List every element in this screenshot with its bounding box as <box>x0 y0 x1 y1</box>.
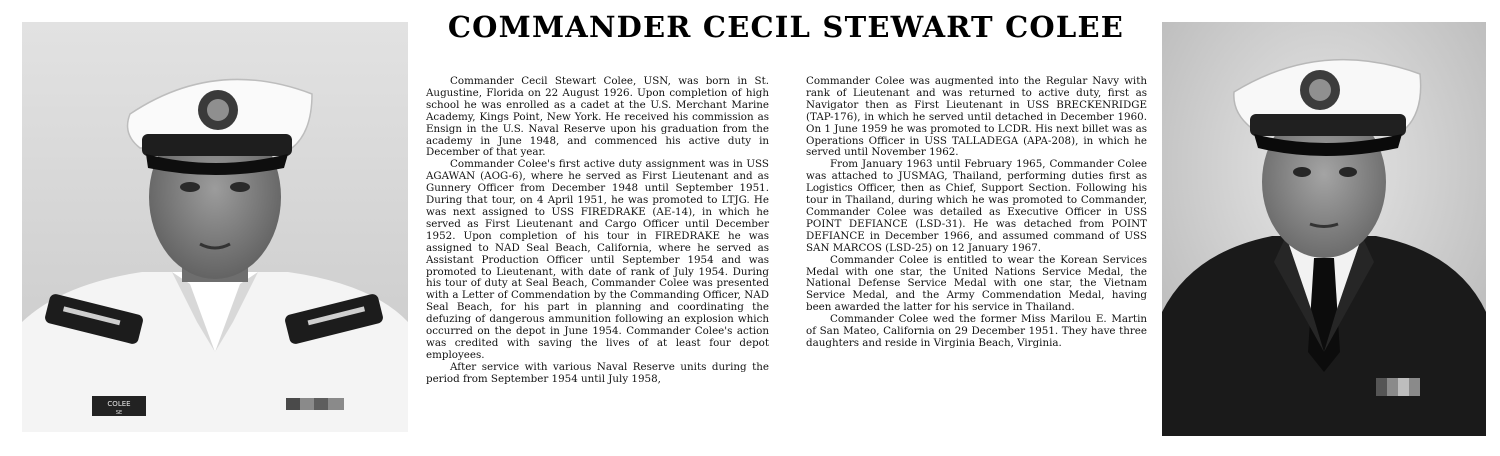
portrait-white-uniform-image <box>22 22 408 432</box>
portrait-photo-dark-uniform <box>1162 22 1486 436</box>
paragraph-medals: Commander Colee is entitled to wear the Korean Services Medal with one star, the United Nations Service Medal, the National Defense Service Medal with one star, the Vietnam Service Medal, and the Army Commendation Medal, having been awarded the latter for his service in Thailand. <box>806 253 1147 314</box>
paragraph-thailand-command: From January 1963 until February 1965, Commander Colee was attached to JUSMAG, Thailand, performing duties first as Logistics Officer, then as Chief, Support Section. Following his tour in Thailand, during which he was promoted to Commander, Commander Colee was detailed as Executive Officer in USS POINT DEFIANCE (LSD-31). He was detached from POINT DEFIANCE in December 1966, and assumed command of USS SAN MARCOS (LSD-25) on 12 January 1967. <box>806 158 1147 254</box>
paragraph-early-assignments: Commander Colee's first active duty assignment was in USS AGAWAN (AOG-6), where he served as First Lieutenant and as Gunnery Officer from December 1948 until September 1951. During that tour, on 4 April 1951, he was promoted to LTJG. He was next assigned to USS FIREDRAKE (AE-14), in which he served as First Lieutenant and Cargo Officer until December 1952. Upon completion of his tour in FIREDRAKE he was assigned to NAD Seal Beach, California, where he served as Assistant Production Officer until September 1954 and was promoted to Lieutenant, with date of rank of July 1954. During his tour of duty at Seal Beach, Commander Colee was presented with a Letter of Commendation by the Commanding Officer, NAD Seal Beach, for his part in planning and coordinating the defuzing of dangerous ammunition following an explosion which occurred on the depot in June 1954. Commander Colee's action was credited with saving the lives of at least four depot employees. <box>426 158 769 361</box>
portrait-photo-white-uniform <box>22 22 408 432</box>
biography-column-2 <box>806 76 1147 350</box>
paragraph-birth-education: Commander Cecil Stewart Colee, USN, was born in St. Augustine, Florida on 22 August 1926. Upon completion of high school he was enrolled as a cadet at the U.S. Merchant Marine Academy, Kings Point, New York. He received his commission as Ensign in the U.S. Naval Reserve upon his graduation from the academy in June 1948, and commenced his active duty in December of that year. <box>426 75 769 159</box>
name-tag-subtext: SE <box>115 410 123 416</box>
paragraph-regular-navy: Commander Colee was augmented into the Regular Navy with rank of Lieutenant and was returned to active duty, first as Navigator then as First Lieutenant in USS BRECKENRIDGE (TAP-176), in which he served until detached in December 1960. On 1 June 1959 he was promoted to LCDR. His next billet was as Operations Officer in USS TALLADEGA (APA-208), in which he served until November 1962. <box>806 75 1147 159</box>
biography-column-1 <box>426 76 769 386</box>
name-tag-text: COLEE <box>107 400 131 408</box>
paragraph-family: Commander Colee wed the former Miss Marilou E. Martin of San Mateo, California on 29 December 1951. They have three daughters and reside in Virginia Beach, Virginia. <box>806 313 1147 349</box>
paragraph-reserve-service: After service with various Naval Reserve units during the period from September 1954 until July 1958, <box>426 360 769 385</box>
portrait-dark-uniform-image <box>1162 22 1486 436</box>
page-title: COMMANDER CECIL STEWART COLEE <box>447 10 1125 44</box>
